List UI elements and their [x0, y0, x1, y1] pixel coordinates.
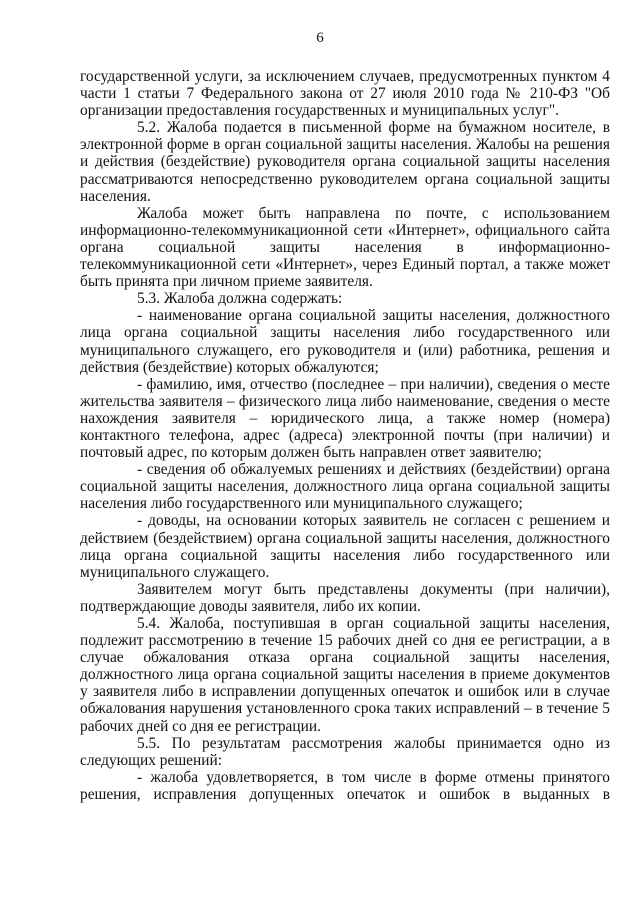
- list-item-authority-name: - наименование органа социальной защиты населения, должностного лица органа социальной защиты населения либо государственного или муниципального служащего, его руководителя и (или) работника, решения и действия (бездействие) которых обжалуются;: [80, 307, 610, 376]
- document-body: [80, 68, 610, 803]
- paragraph-5-5: 5.5. По результатам рассмотрения жалобы принимается одно из следующих решений:: [80, 734, 610, 769]
- list-item-applicant-details: - фамилию, имя, отчество (последнее – при наличии), сведения о месте жительства заявителя – физического лица либо наименование, сведения о месте нахождения заявителя – юридического лица, а также номер (номера) контактного телефона, адрес (адреса) электронной почты (при наличии) и почтовый адрес, по которым должен быть направлен ответ заявителю;: [80, 375, 610, 462]
- list-item-arguments: - доводы, на основании которых заявитель не согласен с решением и действием (бездействием) органа социальной защиты населения, должностного лица органа социальной защиты населения либо государственного или муниципального служащего.: [80, 512, 610, 581]
- paragraph-supporting-documents: Заявителем могут быть представлены документы (при наличии), подтверждающие доводы заявителя, либо их копии.: [80, 580, 610, 615]
- paragraph-5-2: 5.2. Жалоба подается в письменной форме на бумажном носителе, в электронной форме в орган социальной защиты населения. Жалобы на решения и действия (бездействие) руководителя органа социальной защиты населения рассматриваются непосредственно руководителем органа социальной защиты населения.: [80, 119, 610, 205]
- paragraph-complaint-channels: Жалоба может быть направлена по почте, с использованием информационно-телекоммуникационной сети «Интернет», официального сайта органа социальной защиты населения в информационно-телекоммуникационной сети «Интернет», через Единый портал, а также может быть принята при личном приеме заявителя.: [80, 204, 610, 291]
- list-item-appealed-decisions: - сведения об обжалуемых решениях и действиях (бездействии) органа социальной защиты населения, должностного лица органа социальной защиты населения либо государственного или муниципального служащего;: [80, 461, 610, 513]
- paragraph-5-3: 5.3. Жалоба должна содержать:: [137, 290, 343, 308]
- paragraph-5-4: 5.4. Жалоба, поступившая в орган социальной защиты населения, подлежит рассмотрению в течение 15 рабочих дней со дня ее регистрации, а в случае обжалования отказа органа социальной защиты населения, должностного лица органа социальной защиты населения в приеме документов у заявителя либо в исправлении допущенных опечаток и ошибок или в случае обжалования нарушения установленного срока таких исправлений – в течение 5 рабочих дней со дня ее регистрации.: [80, 615, 610, 735]
- paragraph-continuation: государственной услуги, за исключением случаев, предусмотренных пунктом 4 части 1 статьи 7 Федерального закона от 27 июля 2010 года № 210-ФЗ "Об организации предоставления государственных и муниципальных услуг".: [80, 68, 610, 120]
- list-item-complaint-satisfied: - жалоба удовлетворяется, в том числе в форме отмены принятого решения, исправления допущенных опечаток и ошибок в выданных в: [80, 768, 610, 803]
- page-number: 6: [316, 30, 324, 46]
